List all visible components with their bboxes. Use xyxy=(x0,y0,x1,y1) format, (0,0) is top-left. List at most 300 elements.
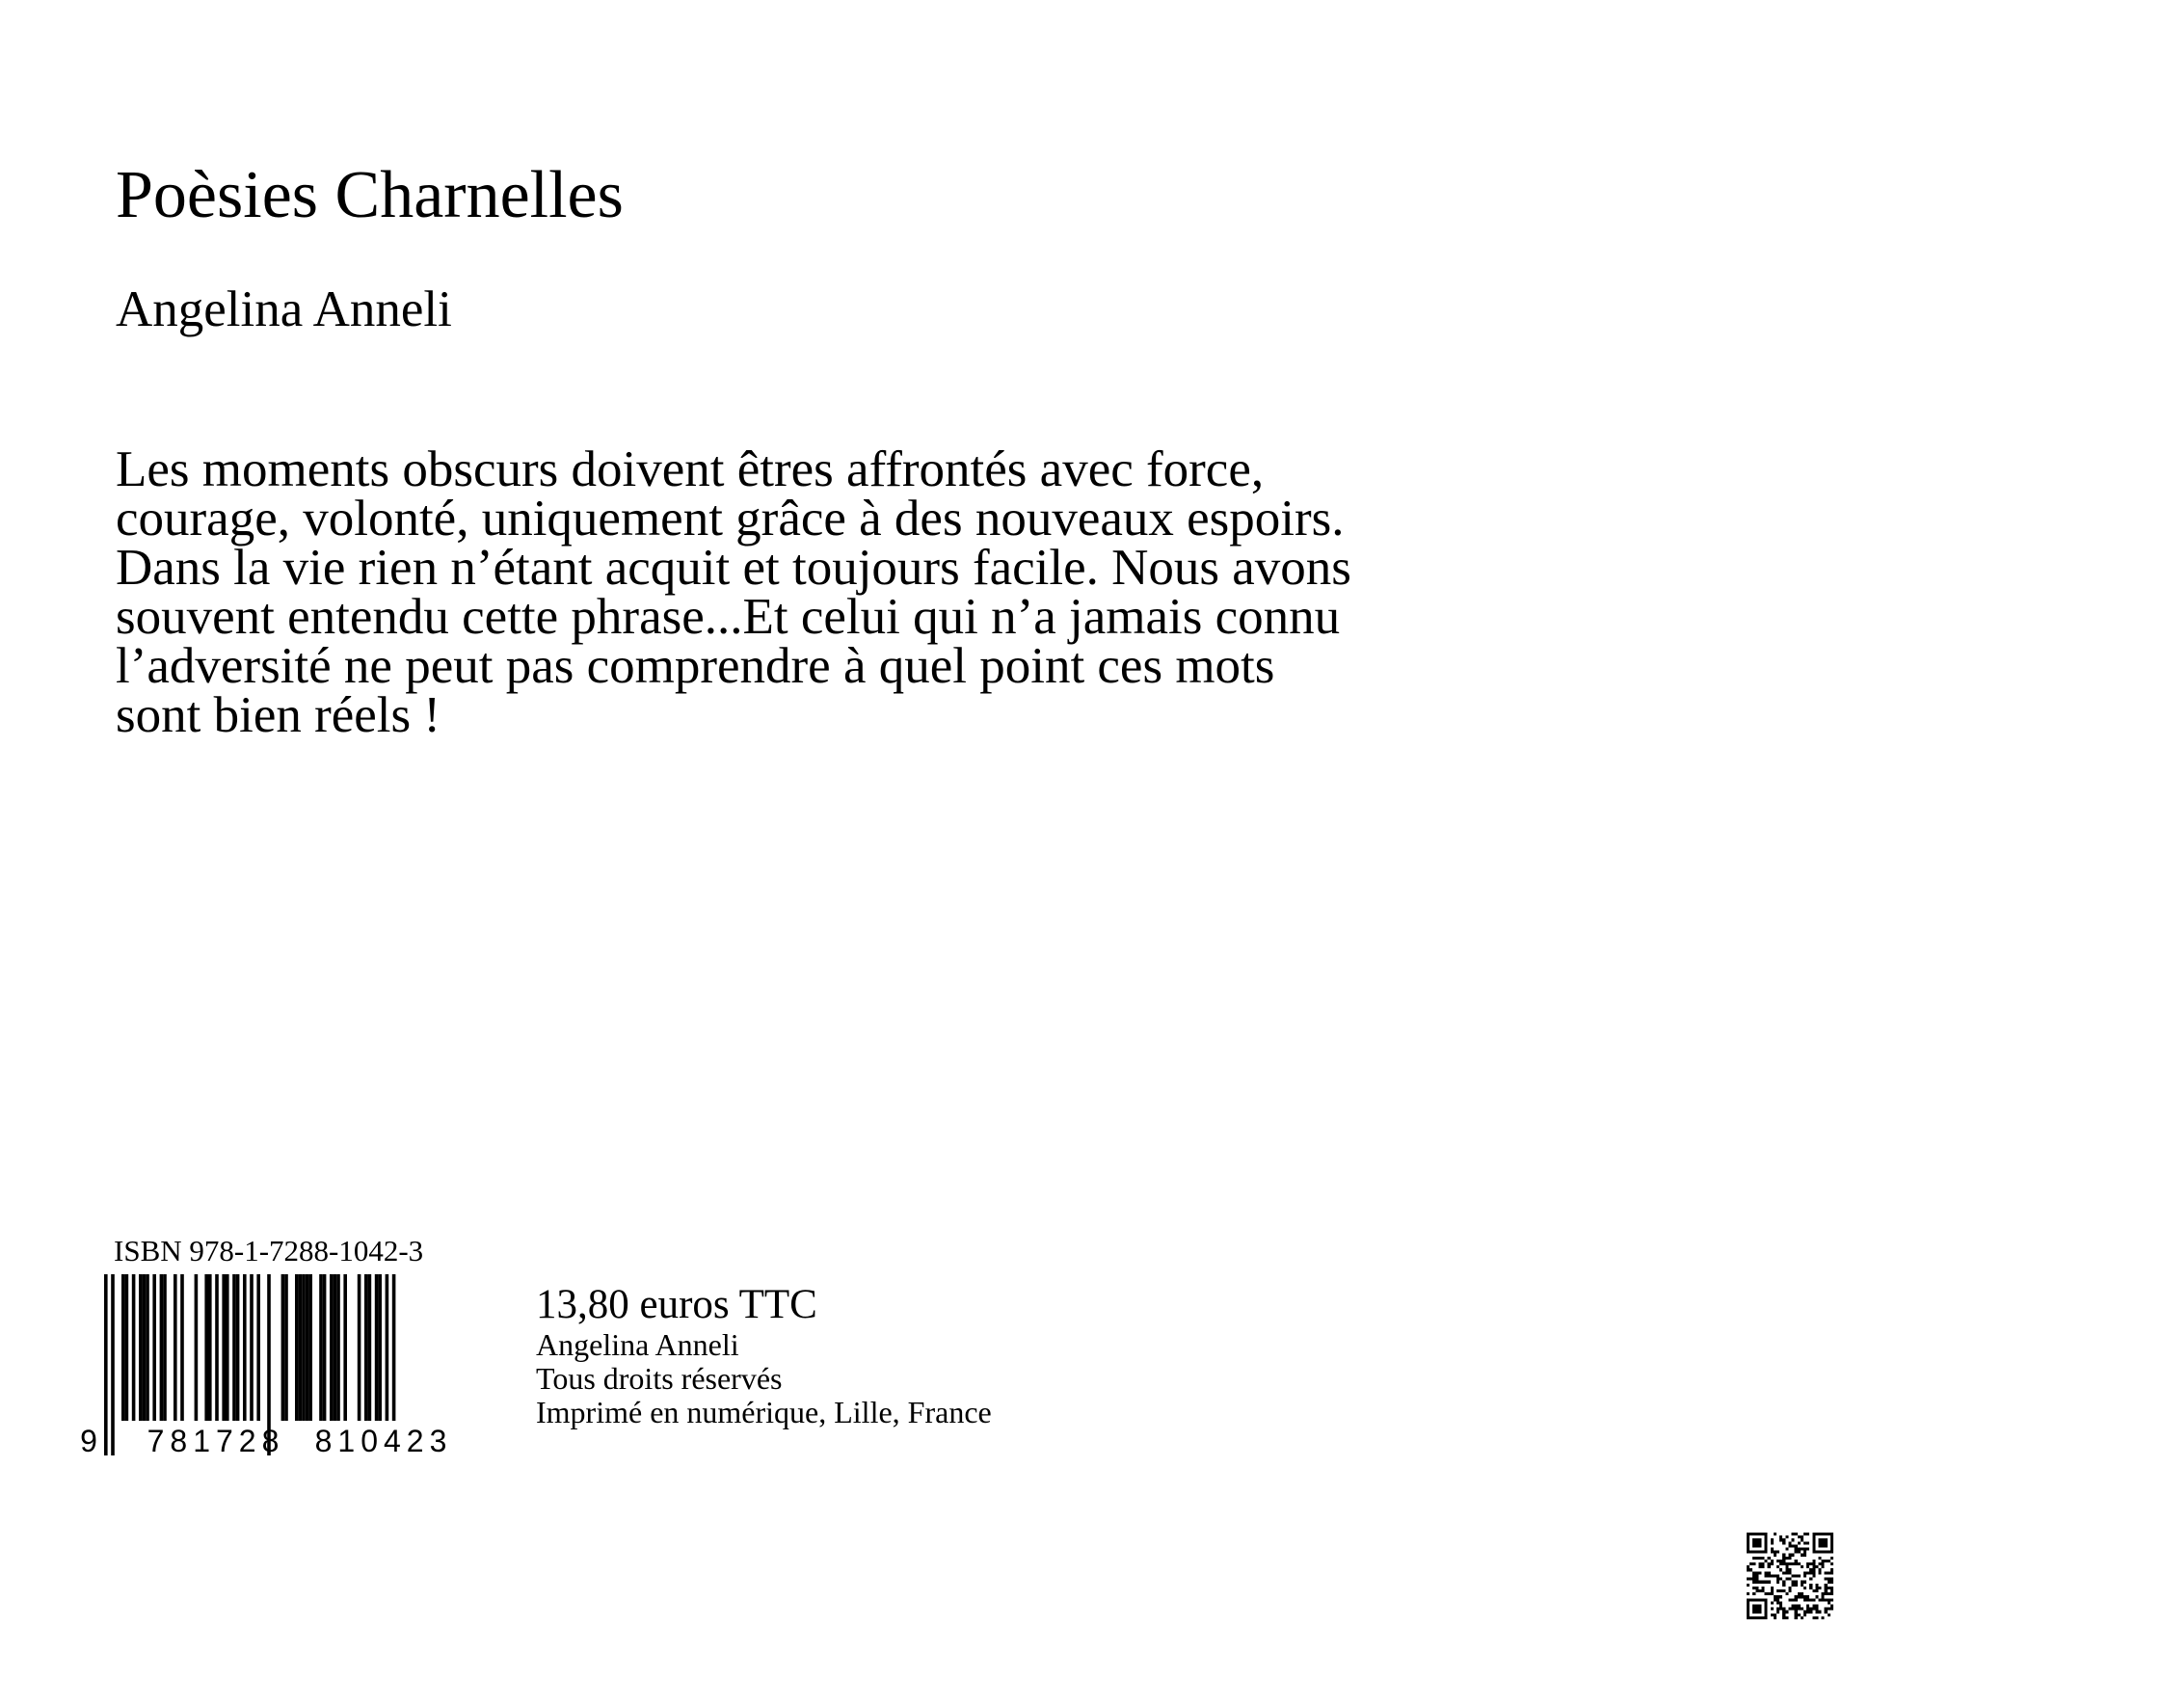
qr-cell xyxy=(1749,1578,1752,1581)
qr-cell xyxy=(1788,1562,1791,1565)
qr-cell xyxy=(1825,1533,1828,1535)
qr-cell xyxy=(1795,1608,1798,1611)
qr-cell xyxy=(1801,1581,1803,1584)
blurb-line: l’adversité ne peut pas comprendre à quel point ces mots xyxy=(116,638,1275,694)
qr-cell xyxy=(1809,1571,1812,1574)
qr-cell xyxy=(1830,1581,1833,1584)
barcode-bar xyxy=(160,1274,164,1421)
qr-cell xyxy=(1776,1595,1779,1598)
barcode-bar xyxy=(368,1274,372,1421)
qr-cell xyxy=(1798,1604,1801,1607)
qr-cell xyxy=(1825,1560,1828,1562)
qr-cell xyxy=(1828,1608,1830,1611)
blurb-line: Les moments obscurs doivent êtres affrontés avec force, xyxy=(116,441,1265,497)
qr-cell xyxy=(1801,1548,1803,1551)
qr-cell xyxy=(1801,1565,1803,1568)
qr-cell xyxy=(1792,1598,1795,1601)
qr-cell xyxy=(1758,1557,1761,1560)
qr-cell xyxy=(1803,1611,1806,1614)
barcode-bar xyxy=(343,1274,347,1421)
back-cover-blurb xyxy=(116,441,1658,743)
qr-cell xyxy=(1825,1544,1828,1547)
qr-cell xyxy=(1798,1592,1801,1595)
qr-cell xyxy=(1830,1544,1833,1547)
qr-cell xyxy=(1803,1574,1806,1577)
barcode-bar xyxy=(125,1274,129,1421)
barcode-bar xyxy=(364,1274,368,1421)
qr-cell xyxy=(1806,1548,1809,1551)
qr-cell xyxy=(1801,1616,1803,1619)
barcode-bar xyxy=(236,1274,240,1421)
qr-cell xyxy=(1812,1574,1815,1577)
qr-cell xyxy=(1747,1611,1749,1614)
barcode-bar xyxy=(146,1274,149,1421)
qr-cell xyxy=(1815,1533,1818,1535)
qr-cell xyxy=(1795,1595,1798,1598)
qr-cell xyxy=(1795,1574,1798,1577)
qr-cell xyxy=(1774,1533,1776,1535)
qr-cell xyxy=(1815,1589,1818,1592)
qr-cell xyxy=(1752,1538,1755,1541)
qr-cell xyxy=(1771,1592,1774,1595)
qr-cell xyxy=(1828,1571,1830,1574)
qr-cell xyxy=(1825,1589,1828,1592)
qr-cell xyxy=(1825,1541,1828,1544)
qr-cell xyxy=(1752,1562,1755,1565)
qr-cell xyxy=(1749,1551,1752,1554)
qr-cell xyxy=(1806,1541,1809,1544)
barcode-bar xyxy=(256,1274,260,1421)
barcode-bar xyxy=(358,1274,361,1421)
qr-cell xyxy=(1818,1562,1821,1565)
qr-cell xyxy=(1788,1568,1791,1571)
qr-cell xyxy=(1755,1616,1758,1619)
qr-cell xyxy=(1765,1560,1768,1562)
qr-cell xyxy=(1755,1538,1758,1541)
qr-cell xyxy=(1828,1533,1830,1535)
qr-cell xyxy=(1755,1574,1758,1577)
book-title: Poèsies Charnelles xyxy=(116,158,624,232)
qr-cell xyxy=(1762,1581,1765,1584)
qr-cell xyxy=(1792,1544,1795,1547)
qr-cell xyxy=(1830,1608,1833,1611)
qr-cell xyxy=(1801,1608,1803,1611)
qr-cell xyxy=(1762,1533,1765,1535)
qr-cell xyxy=(1801,1595,1803,1598)
barcode-bar xyxy=(386,1274,389,1421)
qr-cell xyxy=(1747,1544,1749,1547)
qr-cell xyxy=(1752,1557,1755,1560)
barcode-bar xyxy=(250,1274,254,1421)
qr-cell xyxy=(1774,1616,1776,1619)
qr-cell xyxy=(1795,1562,1798,1565)
qr-cell xyxy=(1747,1565,1749,1568)
qr-cell xyxy=(1809,1611,1812,1614)
qr-cell xyxy=(1803,1548,1806,1551)
qr-cell xyxy=(1755,1589,1758,1592)
qr-cell xyxy=(1774,1595,1776,1598)
qr-cell xyxy=(1776,1578,1779,1581)
barcode-bar xyxy=(302,1274,306,1421)
qr-cell xyxy=(1752,1604,1755,1607)
qr-cell xyxy=(1768,1581,1771,1584)
qr-cell xyxy=(1752,1592,1755,1595)
qr-cell xyxy=(1828,1560,1830,1562)
qr-cell xyxy=(1812,1604,1815,1607)
qr-cell xyxy=(1782,1571,1785,1574)
qr-cell xyxy=(1798,1541,1801,1544)
qr-cell xyxy=(1747,1584,1749,1587)
qr-cell xyxy=(1758,1562,1761,1565)
qr-cell xyxy=(1771,1541,1774,1544)
qr-cell xyxy=(1765,1535,1768,1538)
qr-cell xyxy=(1815,1608,1818,1611)
qr-cell xyxy=(1828,1551,1830,1554)
qr-cell xyxy=(1803,1598,1806,1601)
qr-cell xyxy=(1806,1598,1809,1601)
qr-cell xyxy=(1812,1551,1815,1554)
qr-cell xyxy=(1828,1587,1830,1589)
qr-cell xyxy=(1785,1571,1788,1574)
barcode-bar xyxy=(143,1274,147,1421)
qr-cell xyxy=(1758,1533,1761,1535)
qr-cell xyxy=(1806,1604,1809,1607)
qr-cell xyxy=(1755,1604,1758,1607)
qr-cell xyxy=(1822,1562,1825,1565)
qr-cell xyxy=(1803,1554,1806,1557)
qr-cell xyxy=(1792,1574,1795,1577)
qr-cell xyxy=(1755,1578,1758,1581)
qr-cell xyxy=(1765,1608,1768,1611)
qr-cell xyxy=(1765,1541,1768,1544)
qr-cell xyxy=(1782,1557,1785,1560)
qr-cell xyxy=(1758,1544,1761,1547)
qr-cell xyxy=(1765,1604,1768,1607)
qr-cell xyxy=(1755,1571,1758,1574)
qr-cell xyxy=(1771,1548,1774,1551)
qr-cell xyxy=(1779,1608,1782,1611)
qr-cell xyxy=(1788,1557,1791,1560)
qr-cell xyxy=(1822,1538,1825,1541)
qr-cell xyxy=(1747,1548,1749,1551)
qr-cell xyxy=(1782,1616,1785,1619)
qr-cell xyxy=(1792,1533,1795,1535)
qr-cell xyxy=(1818,1571,1821,1574)
qr-cell xyxy=(1765,1571,1768,1574)
qr-cell xyxy=(1774,1554,1776,1557)
qr-cell xyxy=(1747,1601,1749,1604)
qr-cell xyxy=(1812,1571,1815,1574)
qr-cell xyxy=(1818,1533,1821,1535)
qr-cell xyxy=(1782,1584,1785,1587)
qr-cell xyxy=(1768,1565,1771,1568)
qr-cell xyxy=(1785,1548,1788,1551)
qr-cell xyxy=(1825,1584,1828,1587)
qr-cell xyxy=(1815,1611,1818,1614)
barcode-bar xyxy=(215,1274,219,1421)
qr-cell xyxy=(1752,1611,1755,1614)
barcode-bar xyxy=(152,1274,156,1421)
qr-cell xyxy=(1785,1592,1788,1595)
qr-cell xyxy=(1812,1598,1815,1601)
qr-cell xyxy=(1758,1598,1761,1601)
barcode-bar xyxy=(308,1274,312,1421)
qr-cell xyxy=(1747,1614,1749,1616)
qr-cell xyxy=(1812,1616,1815,1619)
qr-cell xyxy=(1765,1574,1768,1577)
qr-cell xyxy=(1825,1592,1828,1595)
qr-cell xyxy=(1798,1595,1801,1598)
qr-cell xyxy=(1818,1538,1821,1541)
qr-cell xyxy=(1779,1568,1782,1571)
qr-cell xyxy=(1771,1589,1774,1592)
qr-cell xyxy=(1795,1551,1798,1554)
qr-cell xyxy=(1795,1598,1798,1601)
qr-cell xyxy=(1795,1533,1798,1535)
qr-cell xyxy=(1762,1589,1765,1592)
qr-cell xyxy=(1776,1589,1779,1592)
qr-cell xyxy=(1828,1592,1830,1595)
qr-cell xyxy=(1785,1578,1788,1581)
qr-cell xyxy=(1812,1535,1815,1538)
qr-cell xyxy=(1822,1595,1825,1598)
qr-cell xyxy=(1752,1574,1755,1577)
qr-cell xyxy=(1755,1598,1758,1601)
qr-cell xyxy=(1782,1538,1785,1541)
barcode-bar xyxy=(132,1274,136,1421)
qr-cell xyxy=(1765,1581,1768,1584)
qr-cell xyxy=(1771,1574,1774,1577)
book-author: Angelina Anneli xyxy=(116,281,452,337)
qr-cell xyxy=(1795,1616,1798,1619)
qr-cell xyxy=(1806,1595,1809,1598)
qr-cell xyxy=(1812,1544,1815,1547)
qr-cell xyxy=(1795,1584,1798,1587)
qr-cell xyxy=(1822,1592,1825,1595)
qr-cell xyxy=(1776,1598,1779,1601)
qr-cell xyxy=(1788,1571,1791,1574)
qr-cell xyxy=(1830,1578,1833,1581)
qr-cell xyxy=(1809,1584,1812,1587)
qr-cell xyxy=(1788,1598,1791,1601)
qr-cell xyxy=(1801,1592,1803,1595)
qr-cell xyxy=(1825,1611,1828,1614)
qr-cell xyxy=(1830,1604,1833,1607)
qr-cell xyxy=(1749,1598,1752,1601)
barcode-bar xyxy=(336,1274,340,1421)
qr-cell xyxy=(1755,1544,1758,1547)
blurb-line: souvent entendu cette phrase...Et celui qui n’a jamais connu xyxy=(116,589,1341,645)
qr-cell xyxy=(1792,1608,1795,1611)
qr-cell xyxy=(1762,1598,1765,1601)
qr-cell xyxy=(1812,1538,1815,1541)
qr-cell xyxy=(1782,1608,1785,1611)
qr-cell xyxy=(1828,1578,1830,1581)
qr-cell xyxy=(1788,1608,1791,1611)
qr-cell xyxy=(1792,1538,1795,1541)
qr-cell xyxy=(1776,1608,1779,1611)
qr-cell xyxy=(1830,1535,1833,1538)
qr-cell xyxy=(1747,1578,1749,1581)
barcode-bar xyxy=(232,1274,236,1421)
qr-cell xyxy=(1765,1533,1768,1535)
barcode-bar xyxy=(392,1274,396,1421)
qr-cell xyxy=(1809,1598,1812,1601)
qr-cell xyxy=(1774,1598,1776,1601)
qr-cell xyxy=(1771,1562,1774,1565)
qr-cell xyxy=(1785,1562,1788,1565)
qr-cell xyxy=(1818,1541,1821,1544)
qr-cell xyxy=(1752,1533,1755,1535)
barcode-bar xyxy=(174,1274,177,1421)
barcode-bar xyxy=(163,1274,167,1421)
qr-cell xyxy=(1771,1538,1774,1541)
qr-cell xyxy=(1818,1598,1821,1601)
qr-cell xyxy=(1788,1578,1791,1581)
qr-cell xyxy=(1762,1587,1765,1589)
qr-cell xyxy=(1762,1616,1765,1619)
qr-cell xyxy=(1776,1601,1779,1604)
qr-cell xyxy=(1830,1551,1833,1554)
qr-cell xyxy=(1815,1551,1818,1554)
qr-cell xyxy=(1752,1587,1755,1589)
qr-cell xyxy=(1749,1562,1752,1565)
qr-cell xyxy=(1755,1533,1758,1535)
barcode-digit-first: 9 xyxy=(80,1424,97,1457)
qr-cell xyxy=(1822,1598,1825,1601)
qr-cell xyxy=(1822,1541,1825,1544)
qr-cell xyxy=(1812,1541,1815,1544)
qr-cell xyxy=(1788,1541,1791,1544)
qr-cell xyxy=(1765,1614,1768,1616)
qr-cell xyxy=(1747,1535,1749,1538)
barcode-bar xyxy=(299,1274,303,1421)
qr-cell xyxy=(1747,1616,1749,1619)
qr-cell xyxy=(1747,1551,1749,1554)
qr-cell xyxy=(1818,1568,1821,1571)
qr-cell xyxy=(1822,1533,1825,1535)
blurb-line: courage, volonté, uniquement grâce à des nouveaux espoirs. xyxy=(116,491,1345,547)
qr-cell xyxy=(1815,1595,1818,1598)
qr-cell xyxy=(1803,1551,1806,1554)
qr-cell xyxy=(1815,1565,1818,1568)
qr-cell xyxy=(1792,1554,1795,1557)
qr-cell xyxy=(1798,1562,1801,1565)
barcode-bar xyxy=(139,1274,143,1421)
qr-cell xyxy=(1801,1538,1803,1541)
qr-cell xyxy=(1806,1571,1809,1574)
qr-cell xyxy=(1798,1614,1801,1616)
qr-cell xyxy=(1788,1587,1791,1589)
qr-cell xyxy=(1806,1565,1809,1568)
qr-cell xyxy=(1830,1592,1833,1595)
qr-cell xyxy=(1765,1601,1768,1604)
qr-cell xyxy=(1830,1571,1833,1574)
qr-cell xyxy=(1758,1541,1761,1544)
qr-cell xyxy=(1825,1598,1828,1601)
qr-cell xyxy=(1747,1598,1749,1601)
blurb-line: Dans la vie rien n’étant acquit et toujours facile. Nous avons xyxy=(116,540,1351,596)
qr-cell xyxy=(1785,1568,1788,1571)
printing-notice: Imprimé en numérique, Lille, France xyxy=(536,1395,992,1429)
qr-cell xyxy=(1803,1541,1806,1544)
qr-cell xyxy=(1828,1598,1830,1601)
qr-cell xyxy=(1758,1565,1761,1568)
price: 13,80 euros TTC xyxy=(536,1282,817,1327)
qr-cell xyxy=(1774,1551,1776,1554)
barcode-bar xyxy=(295,1274,299,1421)
qr-cell xyxy=(1818,1587,1821,1589)
qr-cell xyxy=(1752,1541,1755,1544)
qr-cell xyxy=(1779,1538,1782,1541)
qr-cell xyxy=(1782,1541,1785,1544)
qr-cell xyxy=(1809,1578,1812,1581)
qr-cell xyxy=(1747,1568,1749,1571)
qr-cell xyxy=(1801,1535,1803,1538)
qr-cell xyxy=(1762,1562,1765,1565)
barcode-bar xyxy=(195,1274,199,1421)
qr-cell xyxy=(1798,1608,1801,1611)
qr-cell xyxy=(1812,1608,1815,1611)
qr-cell xyxy=(1747,1604,1749,1607)
qr-cell xyxy=(1758,1608,1761,1611)
qr-cell xyxy=(1801,1554,1803,1557)
qr-cell xyxy=(1812,1533,1815,1535)
qr-cell xyxy=(1803,1595,1806,1598)
qr-cell xyxy=(1830,1568,1833,1571)
qr-cell xyxy=(1765,1548,1768,1551)
qr-cell xyxy=(1771,1560,1774,1562)
qr-cell xyxy=(1788,1589,1791,1592)
qr-cell xyxy=(1815,1604,1818,1607)
qr-cell xyxy=(1782,1562,1785,1565)
qr-cell xyxy=(1795,1560,1798,1562)
qr-cell xyxy=(1809,1568,1812,1571)
qr-cell xyxy=(1758,1571,1761,1574)
qr-cell xyxy=(1768,1571,1771,1574)
qr-cell xyxy=(1830,1598,1833,1601)
qr-cell xyxy=(1779,1601,1782,1604)
qr-cell xyxy=(1812,1568,1815,1571)
qr-cell xyxy=(1755,1557,1758,1560)
barcode-bar xyxy=(306,1274,309,1421)
qr-cell xyxy=(1762,1551,1765,1554)
qr-cell xyxy=(1809,1562,1812,1565)
qr-cell xyxy=(1747,1538,1749,1541)
qr-cell xyxy=(1752,1598,1755,1601)
qr-cell xyxy=(1755,1541,1758,1544)
qr-cell xyxy=(1758,1611,1761,1614)
qr-cell xyxy=(1803,1581,1806,1584)
qr-cell xyxy=(1779,1589,1782,1592)
qr-cell xyxy=(1822,1565,1825,1568)
qr-cell xyxy=(1815,1584,1818,1587)
barcode-icon xyxy=(77,1274,482,1457)
qr-cell xyxy=(1830,1587,1833,1589)
qr-cell xyxy=(1828,1614,1830,1616)
qr-cell xyxy=(1758,1538,1761,1541)
qr-cell xyxy=(1752,1616,1755,1619)
qr-cell xyxy=(1779,1578,1782,1581)
qr-cell xyxy=(1755,1551,1758,1554)
qr-cell xyxy=(1825,1578,1828,1581)
qr-cell xyxy=(1782,1589,1785,1592)
qr-cell xyxy=(1806,1608,1809,1611)
qr-cell xyxy=(1771,1551,1774,1554)
qr-cell xyxy=(1798,1535,1801,1538)
qr-cell xyxy=(1822,1551,1825,1554)
qr-cell xyxy=(1812,1589,1815,1592)
